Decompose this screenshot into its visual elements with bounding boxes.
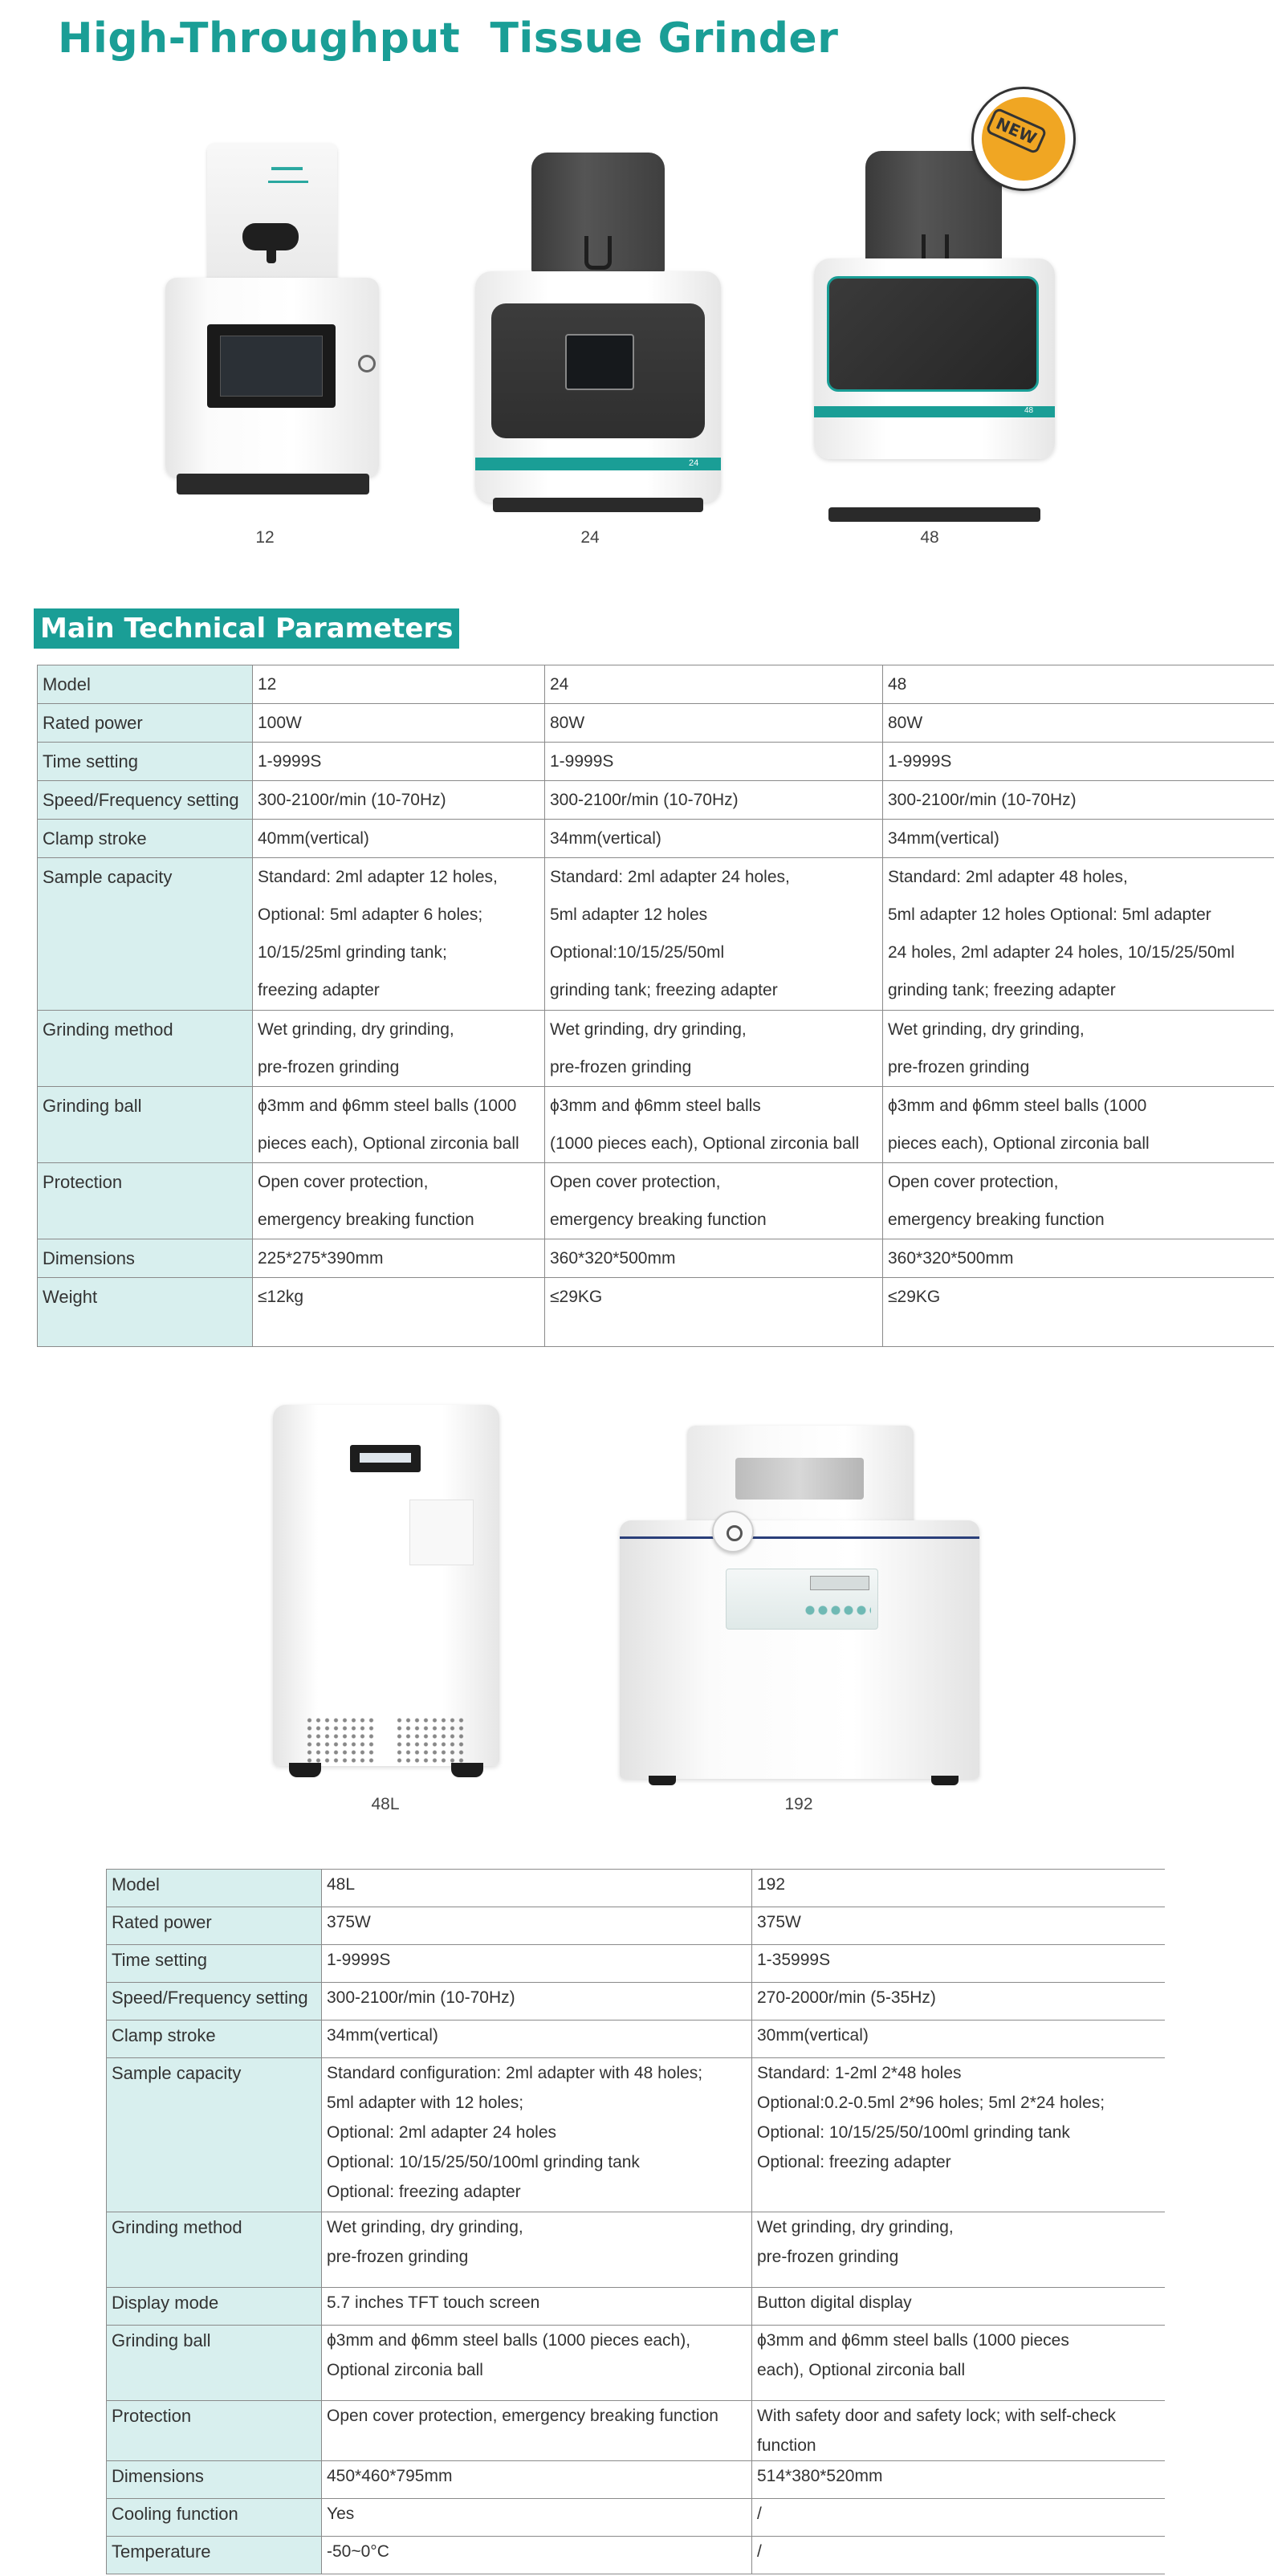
table-cell: [253, 1278, 545, 1347]
row-label: Dimensions: [107, 2461, 322, 2499]
buttons-icon: [804, 1605, 871, 1616]
row-label: Speed/Frequency setting: [38, 781, 253, 820]
lid-latch-icon: [584, 236, 612, 270]
product-image-12: [165, 143, 379, 504]
row-label: Sample capacity: [38, 858, 253, 1011]
table-cell: [545, 665, 883, 704]
cell-line: Open cover protection,: [258, 1173, 429, 1191]
table-row: [38, 1087, 1274, 1163]
table-cell: [752, 1907, 1165, 1945]
table-row: [107, 2461, 1165, 2499]
cell-line: /: [757, 2542, 762, 2561]
cell-line: Optional zirconia ball: [327, 2361, 483, 2379]
cell-line: 270-2000r/min (5-35Hz): [757, 1988, 936, 2007]
cell-line: 300-2100r/min (10-70Hz): [327, 1988, 515, 2007]
row-label: Time setting: [107, 1945, 322, 1983]
cell-line: pieces each), Optional zirconia ball: [888, 1134, 1150, 1153]
table-cell: [253, 1011, 545, 1087]
table-cell: [545, 1163, 883, 1239]
page-title: High-Throughput Tissue Grinder: [58, 14, 839, 63]
product-image-24: [475, 153, 721, 514]
lid-knob-icon: [242, 223, 299, 250]
cell-line: 375W: [757, 1913, 801, 1931]
touch-screen-icon: [565, 334, 634, 390]
vent-grille-icon: [305, 1716, 376, 1766]
cell-line: 34mm(vertical): [327, 2026, 438, 2045]
cell-line: Open cover protection,: [888, 1173, 1059, 1191]
cell-line: Yes: [327, 2505, 355, 2523]
cell-line: 34mm(vertical): [550, 829, 661, 848]
cell-line: emergency breaking function: [550, 1211, 767, 1229]
table-cell: [883, 1011, 1274, 1087]
cell-line: 375W: [327, 1913, 371, 1931]
table-cell: [752, 2537, 1165, 2574]
product-image-192: [620, 1426, 979, 1787]
table-cell: [322, 1870, 752, 1907]
row-label: Cooling function: [107, 2499, 322, 2537]
row-label: Weight: [38, 1278, 253, 1347]
cell-line: Wet grinding, dry grinding,: [757, 2218, 954, 2236]
table-row: [107, 2401, 1165, 2461]
table-cell: [322, 2461, 752, 2499]
table-cell: [752, 1983, 1165, 2021]
row-label: Grinding ball: [107, 2326, 322, 2401]
cell-line: 48L: [327, 1875, 356, 1894]
table-row: [38, 858, 1274, 1011]
model-plate-24: 24: [689, 458, 699, 468]
cell-line: 80W: [550, 714, 585, 732]
cell-line: ϕ3mm and ϕ6mm steel balls (1000 pieces: [757, 2331, 1069, 2350]
table-row: [107, 2326, 1165, 2401]
cell-line: 24: [550, 675, 569, 694]
cell-line: Standard configuration: 2ml adapter with 48 holes;: [327, 2064, 703, 2082]
table-cell: [883, 820, 1274, 858]
table-cell: [752, 2212, 1165, 2288]
row-label: Speed/Frequency setting: [107, 1983, 322, 2021]
row-label: Grinding method: [107, 2212, 322, 2288]
cell-line: pre-frozen grinding: [327, 2248, 469, 2266]
vent-grille-icon: [395, 1716, 466, 1766]
cell-line: 34mm(vertical): [888, 829, 999, 848]
table-cell: [322, 2058, 752, 2212]
table-row: [107, 1983, 1165, 2021]
cell-line: pre-frozen grinding: [757, 2248, 899, 2266]
cell-line: 5ml adapter with 12 holes;: [327, 2094, 524, 2112]
cell-line: pieces each), Optional zirconia ball: [258, 1134, 519, 1153]
cell-line: grinding tank; freezing adapter: [888, 981, 1116, 999]
table-cell: [253, 743, 545, 781]
cell-line: Open cover protection,: [550, 1173, 721, 1191]
table-row: [38, 1278, 1274, 1347]
table-cell: [253, 820, 545, 858]
cell-line: ϕ3mm and ϕ6mm steel balls (1000: [888, 1097, 1147, 1115]
touch-screen-icon: [350, 1445, 421, 1472]
table-cell: [752, 2499, 1165, 2537]
cell-line: 80W: [888, 714, 923, 732]
table-cell: [752, 2401, 1165, 2461]
control-panel-icon: [726, 1569, 878, 1630]
table-cell: [883, 1087, 1274, 1163]
cell-line: Optional: 2ml adapter 24 holes: [327, 2123, 557, 2142]
cell-line: pre-frozen grinding: [550, 1058, 692, 1076]
cell-line: pre-frozen grinding: [888, 1058, 1030, 1076]
cell-line: 30mm(vertical): [757, 2026, 869, 2045]
cell-line: emergency breaking function: [888, 1211, 1105, 1229]
table-cell: [545, 820, 883, 858]
row-label: Protection: [107, 2401, 322, 2461]
table-cell: [883, 665, 1274, 704]
cell-line: Optional:0.2-0.5ml 2*96 holes; 5ml 2*24 holes;: [757, 2094, 1105, 2112]
brand-logo-sub: ▬▬▬▬▬: [268, 177, 308, 185]
cell-line: 514*380*520mm: [757, 2467, 883, 2485]
new-badge-text: NEW: [985, 107, 1048, 155]
cell-line: pre-frozen grinding: [258, 1058, 400, 1076]
cell-line: 5ml adapter 12 holes: [550, 905, 708, 924]
table-cell: [253, 665, 545, 704]
cell-line: Wet grinding, dry grinding,: [888, 1020, 1085, 1039]
new-badge-icon: [971, 87, 1076, 191]
cell-line: 5ml adapter 12 holes Optional: 5ml adapter: [888, 905, 1211, 924]
table-row: [107, 1870, 1165, 1907]
row-label: Dimensions: [38, 1239, 253, 1278]
cell-line: ϕ3mm and ϕ6mm steel balls: [550, 1097, 761, 1115]
product-image-48L: [273, 1405, 499, 1782]
table-cell: [322, 2537, 752, 2574]
row-label: Rated power: [38, 704, 253, 743]
cell-line: Optional: 5ml adapter 6 holes;: [258, 905, 483, 924]
section-heading: Main Technical Parameters: [34, 608, 459, 649]
table-row: [107, 1945, 1165, 1983]
table-cell: [322, 2021, 752, 2058]
cell-line: 360*320*500mm: [550, 1249, 676, 1268]
row-label: Grinding method: [38, 1011, 253, 1087]
table-cell: [752, 2326, 1165, 2401]
cell-line: Standard: 1-2ml 2*48 holes: [757, 2064, 962, 2082]
cell-line: ϕ3mm and ϕ6mm steel balls (1000 pieces each),: [327, 2331, 691, 2350]
cell-line: 300-2100r/min (10-70Hz): [888, 791, 1077, 809]
product-image-48: [814, 87, 1079, 520]
table-cell: [883, 1239, 1274, 1278]
table-row: [107, 2288, 1165, 2326]
table-cell: [253, 1239, 545, 1278]
table-cell: [883, 1163, 1274, 1239]
table-cell: [752, 2021, 1165, 2058]
table-cell: [752, 1945, 1165, 1983]
table-cell: [545, 704, 883, 743]
cell-line: each), Optional zirconia ball: [757, 2361, 966, 2379]
row-label: Clamp stroke: [38, 820, 253, 858]
table-row: [38, 704, 1274, 743]
table-row: [107, 1907, 1165, 1945]
table-cell: [883, 743, 1274, 781]
table-cell: [883, 704, 1274, 743]
table-row: [38, 1163, 1274, 1239]
brand-logo-mark: ▬▬▬: [271, 161, 303, 173]
cell-line: Wet grinding, dry grinding,: [327, 2218, 523, 2236]
table-cell: [322, 1945, 752, 1983]
cell-line: Standard: 2ml adapter 48 holes,: [888, 868, 1128, 886]
row-label: Model: [107, 1870, 322, 1907]
table-cell: [545, 1278, 883, 1347]
touch-screen-icon: [827, 276, 1039, 392]
cell-line: 10/15/25ml grinding tank;: [258, 943, 447, 962]
cell-line: 1-9999S: [258, 752, 322, 771]
cell-line: Optional: freezing adapter: [757, 2153, 951, 2171]
row-label: Model: [38, 665, 253, 704]
viewing-window-icon: [735, 1458, 864, 1500]
cell-line: 1-9999S: [888, 752, 952, 771]
row-label: Display mode: [107, 2288, 322, 2326]
product-label-12: 12: [255, 528, 275, 547]
cell-line: Standard: 2ml adapter 12 holes,: [258, 868, 498, 886]
table-row: [107, 2058, 1165, 2212]
cell-line: Wet grinding, dry grinding,: [258, 1020, 454, 1039]
cell-line: Optional: 10/15/25/50/100ml grinding tank: [327, 2153, 640, 2171]
cell-line: ≤29KG: [550, 1288, 603, 1306]
table-cell: [322, 2288, 752, 2326]
cell-line: ≤29KG: [888, 1288, 941, 1306]
touch-screen-icon: [207, 324, 336, 408]
lid-knob-icon: [712, 1511, 754, 1553]
row-label: Sample capacity: [107, 2058, 322, 2212]
table-row: [107, 2537, 1165, 2574]
table-cell: [752, 2288, 1165, 2326]
table-cell: [253, 704, 545, 743]
table-cell: [322, 2401, 752, 2461]
row-label: Protection: [38, 1163, 253, 1239]
row-label: Time setting: [38, 743, 253, 781]
row-label: Rated power: [107, 1907, 322, 1945]
cell-line: freezing adapter: [258, 981, 380, 999]
table-cell: [752, 1870, 1165, 1907]
table-row: [107, 2499, 1165, 2537]
table-cell: [545, 1011, 883, 1087]
table-row: [107, 2021, 1165, 2058]
table-cell: [545, 781, 883, 820]
table-cell: [253, 1163, 545, 1239]
table-cell: [322, 2212, 752, 2288]
cell-line: -50~0°C: [327, 2542, 389, 2561]
table-cell: [545, 743, 883, 781]
table-row: [38, 743, 1274, 781]
cell-line: (1000 pieces each), Optional zirconia ball: [550, 1134, 860, 1153]
cell-line: 360*320*500mm: [888, 1249, 1014, 1268]
cell-line: 300-2100r/min (10-70Hz): [550, 791, 739, 809]
cell-line: 48: [888, 675, 907, 694]
cell-line: 1-35999S: [757, 1951, 831, 1969]
row-label: Temperature: [107, 2537, 322, 2574]
product-label-48L: 48L: [371, 1795, 400, 1813]
cell-line: ϕ3mm and ϕ6mm steel balls (1000: [258, 1097, 517, 1115]
table-cell: [545, 1239, 883, 1278]
spec-table-1: [37, 665, 1274, 1347]
dial-icon: [358, 355, 376, 372]
table-cell: [883, 858, 1274, 1011]
table-cell: [322, 1983, 752, 2021]
table-row: [38, 1011, 1274, 1087]
cell-line: 1-9999S: [327, 1951, 391, 1969]
table-cell: [883, 781, 1274, 820]
table-cell: [253, 781, 545, 820]
table-cell: [322, 2326, 752, 2401]
table-row: [38, 820, 1274, 858]
digital-display-icon: [810, 1576, 869, 1590]
table-row: [38, 781, 1274, 820]
cell-line: 12: [258, 675, 277, 694]
cell-line: 192: [757, 1875, 786, 1894]
spec-table-2: [106, 1869, 1165, 2574]
table-cell: [752, 2058, 1165, 2212]
cell-line: 40mm(vertical): [258, 829, 369, 848]
cell-line: Button digital display: [757, 2293, 912, 2312]
table-cell: [545, 1087, 883, 1163]
product-label-192: 192: [784, 1795, 813, 1813]
cell-line: Wet grinding, dry grinding,: [550, 1020, 747, 1039]
table-row: [107, 2212, 1165, 2288]
product-label-48: 48: [920, 528, 939, 547]
cell-line: 450*460*795mm: [327, 2467, 453, 2485]
cell-line: Standard: 2ml adapter 24 holes,: [550, 868, 790, 886]
cell-line: Open cover protection, emergency breaking function: [327, 2407, 718, 2425]
cell-line: emergency breaking function: [258, 1211, 474, 1229]
product-label-24: 24: [580, 528, 600, 547]
cell-line: 24 holes, 2ml adapter 24 holes, 10/15/25/50ml: [888, 943, 1235, 962]
cell-line: 225*275*390mm: [258, 1249, 384, 1268]
cell-line: ≤12kg: [258, 1288, 304, 1306]
cell-line: Optional:10/15/25/50ml: [550, 943, 725, 962]
cell-line: 300-2100r/min (10-70Hz): [258, 791, 446, 809]
cell-line: /: [757, 2505, 762, 2523]
row-label: Clamp stroke: [107, 2021, 322, 2058]
model-plate-48: 48: [1024, 406, 1034, 415]
table-row: [38, 1239, 1274, 1278]
cell-line: With safety door and safety lock; with self-check function: [757, 2407, 1117, 2455]
cell-line: 1-9999S: [550, 752, 614, 771]
table-cell: [253, 1087, 545, 1163]
cell-line: Optional: 10/15/25/50/100ml grinding tank: [757, 2123, 1070, 2142]
table-cell: [883, 1278, 1274, 1347]
cell-line: 5.7 inches TFT touch screen: [327, 2293, 540, 2312]
row-label: Grinding ball: [38, 1087, 253, 1163]
table-row: [38, 665, 1274, 704]
cell-line: Optional: freezing adapter: [327, 2183, 521, 2201]
cell-line: 100W: [258, 714, 302, 732]
cell-line: grinding tank; freezing adapter: [550, 981, 778, 999]
table-cell: [545, 858, 883, 1011]
table-cell: [322, 2499, 752, 2537]
table-cell: [752, 2461, 1165, 2499]
table-cell: [253, 858, 545, 1011]
table-cell: [322, 1907, 752, 1945]
